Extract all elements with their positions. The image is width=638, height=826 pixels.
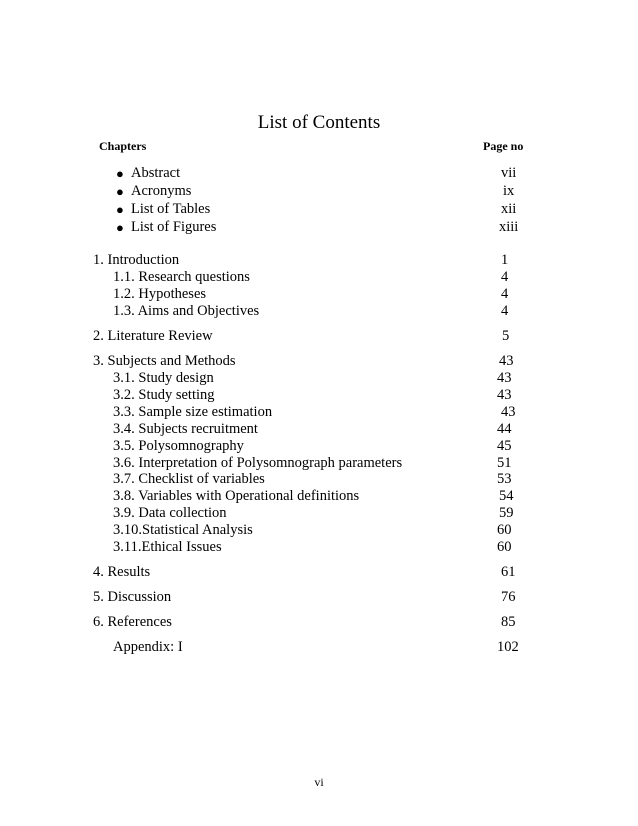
bullet-icon: ●: [116, 220, 124, 235]
toc-label: 5. Discussion: [93, 589, 172, 605]
toc-page: 43: [501, 404, 516, 420]
bullet-icon: ●: [116, 202, 124, 217]
toc-label: 3.2. Study setting: [113, 387, 215, 403]
toc-label: 3.6. Interpretation of Polysomnograph parameters: [113, 455, 403, 471]
toc-label: List of Figures: [131, 219, 217, 235]
toc-page: 43: [497, 370, 512, 386]
toc-label: 3.1. Study design: [113, 370, 214, 386]
toc-entry: [0, 404, 638, 421]
toc-label: 1.2. Hypotheses: [113, 286, 207, 302]
toc-page: 60: [497, 522, 512, 538]
toc-label: Acronyms: [131, 183, 192, 199]
toc-page: 61: [501, 564, 516, 580]
toc-entry: [0, 252, 638, 269]
page-number: vi: [314, 775, 324, 789]
toc-label: Abstract: [131, 165, 181, 181]
toc-page: 4: [501, 303, 509, 319]
toc-entry: [0, 303, 638, 320]
toc-entry: [0, 522, 638, 539]
toc-page: 60: [497, 539, 512, 555]
toc-entry: [0, 505, 638, 522]
toc-page: vii: [501, 165, 517, 181]
toc-label: 3.9. Data collection: [113, 505, 227, 521]
chapters-header: Chapters: [99, 139, 147, 153]
toc-page: 4: [501, 286, 509, 302]
toc-page: 43: [497, 387, 512, 403]
page-no-header: Page no: [483, 139, 524, 153]
toc-label: Appendix: I: [113, 639, 183, 655]
toc-entry: [0, 455, 638, 472]
toc-label: 3.10.Statistical Analysis: [113, 522, 253, 538]
toc-label: 1. Introduction: [93, 252, 180, 268]
toc-label: 2. Literature Review: [93, 328, 213, 344]
toc-page: 1: [501, 252, 509, 268]
toc-page: xii: [501, 201, 517, 217]
toc-page: 59: [499, 505, 514, 521]
toc-page: 53: [497, 471, 512, 487]
toc-bullet-row: [0, 165, 638, 182]
toc-label: 6. References: [93, 614, 172, 630]
toc-page: 4: [501, 269, 509, 285]
toc-entry: [0, 328, 638, 345]
toc-label: 4. Results: [93, 564, 151, 580]
toc-label: 3.11.Ethical Issues: [113, 539, 222, 555]
toc-entry: [0, 471, 638, 488]
toc-page: 102: [497, 639, 519, 655]
toc-entry: [0, 589, 638, 606]
toc-bullet-row: [0, 201, 638, 218]
toc-label: 3.4. Subjects recruitment: [113, 421, 258, 437]
toc-entry: [0, 370, 638, 387]
bullet-icon: ●: [116, 166, 124, 181]
toc-page: 54: [499, 488, 514, 504]
page-title: List of Contents: [257, 112, 381, 133]
toc-entry: [0, 488, 638, 505]
toc-label: 1.3. Aims and Objectives: [113, 303, 260, 319]
toc-label: 3. Subjects and Methods: [93, 353, 236, 369]
toc-page: 51: [497, 455, 512, 471]
toc-page: 5: [502, 328, 510, 344]
toc-label: 3.3. Sample size estimation: [113, 404, 273, 420]
toc-entry: [0, 539, 638, 556]
toc-entry: [0, 353, 638, 370]
toc-label: List of Tables: [131, 201, 211, 217]
toc-entry: [0, 421, 638, 438]
bullet-icon: ●: [116, 184, 124, 199]
toc-page: 85: [501, 614, 516, 630]
toc-label: 3.7. Checklist of variables: [113, 471, 265, 487]
toc-entry: [0, 387, 638, 404]
toc-entry: [0, 639, 638, 656]
toc-bullet-row: [0, 183, 638, 200]
toc-page: xiii: [499, 219, 519, 235]
toc-page: 44: [497, 421, 512, 437]
toc-page: 45: [497, 438, 512, 454]
toc-entry: [0, 269, 638, 286]
toc-page: ix: [503, 183, 515, 199]
toc-entry: [0, 286, 638, 303]
toc-label: 3.5. Polysomnography: [113, 438, 244, 454]
toc-bullet-row: [0, 219, 638, 236]
toc-page: 76: [501, 589, 516, 605]
toc-entry: [0, 614, 638, 631]
toc-entry: [0, 438, 638, 455]
toc-label: 3.8. Variables with Operational definitions: [113, 488, 360, 504]
toc-entry: [0, 564, 638, 581]
toc-page: 43: [499, 353, 514, 369]
toc-label: 1.1. Research questions: [113, 269, 250, 285]
